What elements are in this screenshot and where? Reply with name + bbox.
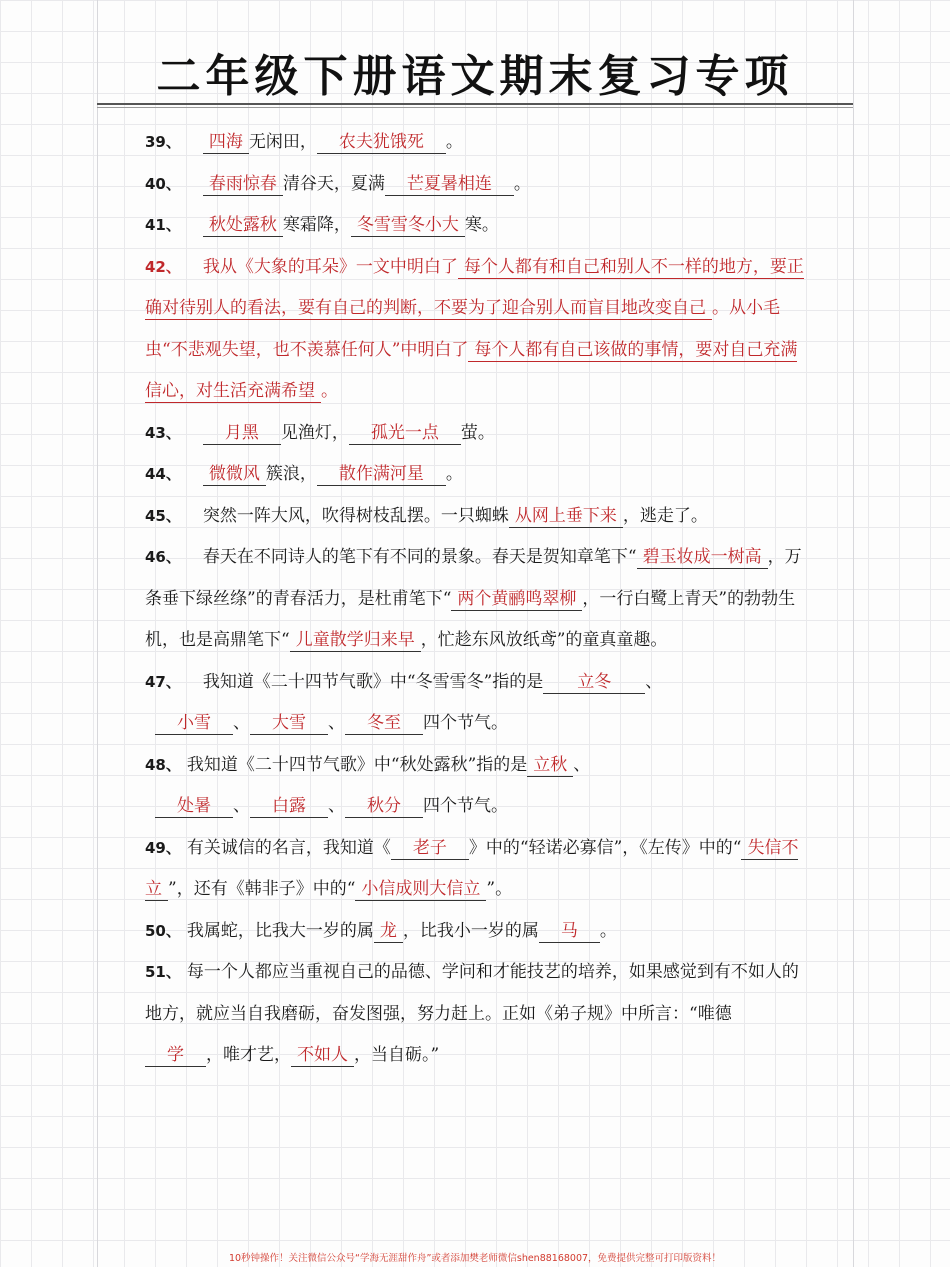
question-text: 寒。 [464,215,499,235]
question-number: 45、 [145,506,181,525]
question-number: 40、 [145,174,181,193]
question-text: ，一行白鹭上青天”的勃勃生机，也是高鼎笔下“ [145,588,796,650]
answer-blank: 每个人都有和自己和别人不一样的地方，要正确对待别人的看法，要有自己的判断，不要为了迎合别人而盲目地改变自己 [145,256,804,318]
question-text: 。 [445,132,463,152]
question-text: 。 [445,464,463,484]
question-47 [145,662,807,745]
question-text: 我属蛇，比我大一岁的属 [186,920,374,941]
question-text: 寒霜降， [282,215,351,235]
question-45 [145,496,807,538]
answer-blank: 秋分 [345,796,423,818]
question-text: 每一个人都应当重视自己的品德、学问和才能技艺的培养，如果感觉到有不如人的地方，就应当自我磨砺，奋发图强，努力赶上。正如《弟子规》中所言：“唯德 [145,962,799,1024]
answer-blank: 不如人 [291,1045,354,1067]
answer-blank: 冬雪雪冬小大 [351,215,465,237]
answer-blank: 龙 [374,921,403,943]
question-text: 见渔灯， [280,422,349,443]
answer-blank: 处暑 [155,796,233,818]
question-49 [145,828,807,911]
question-text: 、 [645,671,663,692]
answer-blank: 孤光一点 [349,423,461,445]
question-text: 清谷天，夏满 [282,173,385,194]
question-text: 我知道《二十四节气歌》中“冬雪雪冬”指的是 [202,671,544,692]
answer-blank: 春雨惊春 [203,174,283,196]
answer-blank: 立秋 [527,755,573,777]
question-number: 48、 [145,755,181,774]
answer-blank: 每个人都有自己该做的事情，要对自己充满信心，对生活充满希望 [145,339,798,401]
answer-blank: 微微风 [203,464,266,486]
question-text: 、 [233,796,250,816]
answer-blank: 失信不立 [145,837,799,899]
question-number: 41、 [145,216,181,234]
question-text: 突然一阵大风，吹得树枝乱摆。一只蜘蛛 [202,505,509,526]
answer-blank: 月黑 [203,423,281,445]
footer-note: 10秒钟操作！关注微信公众号“学海无涯甜作舟”或者添加樊老师微信shen88168007，免费提供完整可打印版资料！ [228,1253,722,1264]
question-46 [145,537,807,662]
question-51 [145,952,807,1077]
question-number: 39、 [145,133,181,151]
question-text: ”。 [486,879,513,899]
question-text: 。 [599,920,617,941]
answer-blank: 从网上垂下来 [509,506,623,528]
question-text: 四个节气。 [423,796,508,816]
question-number: 49、 [145,838,181,857]
question-text: ，忙趁东风放纸鸢”的童真童趣。 [420,630,668,650]
question-number: 50、 [145,921,181,940]
question-number: 46、 [145,548,181,566]
question-text: 、 [328,713,345,733]
question-text: 》中的“轻诺必寡信”，《左传》中的“ [468,837,742,858]
question-text: ，唯才艺， [206,1045,291,1065]
answer-blank: 农夫犹饿死 [317,132,446,154]
answer-blank: 散作满河星 [317,464,446,486]
left-margin-line [97,0,98,1267]
question-text: 我知道《二十四节气歌》中“秋处露秋”指的是 [186,754,528,775]
question-text: 有关诚信的名言，我知道《 [186,837,391,858]
question-list [145,122,807,1077]
question-40 [145,164,807,206]
question-text: ，万条垂下绿丝绦”的青春活力，是杜甫笔下“ [145,547,802,609]
answer-blank: 马 [539,921,600,943]
answer-blank: 大雪 [250,713,328,735]
question-text: 我从《大象的耳朵》一文中明白了 [202,256,458,277]
question-text: 。 [321,381,338,401]
question-text: 簇浪， [265,464,317,484]
question-number: 47、 [145,672,181,691]
question-39 [145,122,807,164]
answer-blank: 芒夏暑相连 [385,174,514,196]
question-41 [145,205,807,247]
answer-blank: 小雪 [155,713,233,735]
question-text: 无闲田， [248,132,317,152]
answer-blank: 学 [145,1045,206,1067]
answer-blank: 两个黄鹂鸣翠柳 [451,589,582,611]
title-rule [97,103,853,105]
question-text: ”，还有《韩非子》中的“ [168,879,356,899]
question-number: 51、 [145,963,181,981]
answer-blank: 四海 [203,132,249,154]
answer-blank: 儿童散学归来早 [290,630,421,652]
question-text: 。从小毛虫“不悲观失望，也不羡慕任何人”中明白了 [145,298,780,360]
question-text: ，当自砺。” [354,1045,440,1065]
question-text: 四个节气。 [423,713,508,733]
answer-blank: 老子 [391,838,469,860]
question-48 [145,745,807,828]
question-text: 。 [513,173,531,194]
answer-blank: 立冬 [543,672,645,694]
question-number: 44、 [145,465,181,483]
answer-blank: 秋处露秋 [203,215,283,237]
question-text: ，比我小一岁的属 [402,920,539,941]
question-number: 42、 [145,257,181,276]
answer-blank: 小信成则大信立 [355,879,486,901]
title-rule-thin [97,107,853,108]
question-number: 43、 [145,423,181,442]
answer-blank: 碧玉妆成一树高 [637,547,768,569]
question-42 [145,247,807,413]
question-44 [145,454,807,496]
page-title: 二年级下册语文期末复习专项 [156,51,794,102]
right-margin-line [853,0,854,1267]
question-text: 、 [233,713,250,733]
question-text: 萤。 [460,422,495,443]
question-text: 、 [328,796,345,816]
question-43 [145,413,807,455]
question-text: ，逃走了。 [622,505,708,526]
question-text: 春天在不同诗人的笔下有不同的景象。春天是贺知章笔下“ [202,547,637,567]
question-text: 、 [573,754,591,775]
answer-blank: 白露 [250,796,328,818]
answer-blank: 冬至 [345,713,423,735]
question-50 [145,911,807,953]
